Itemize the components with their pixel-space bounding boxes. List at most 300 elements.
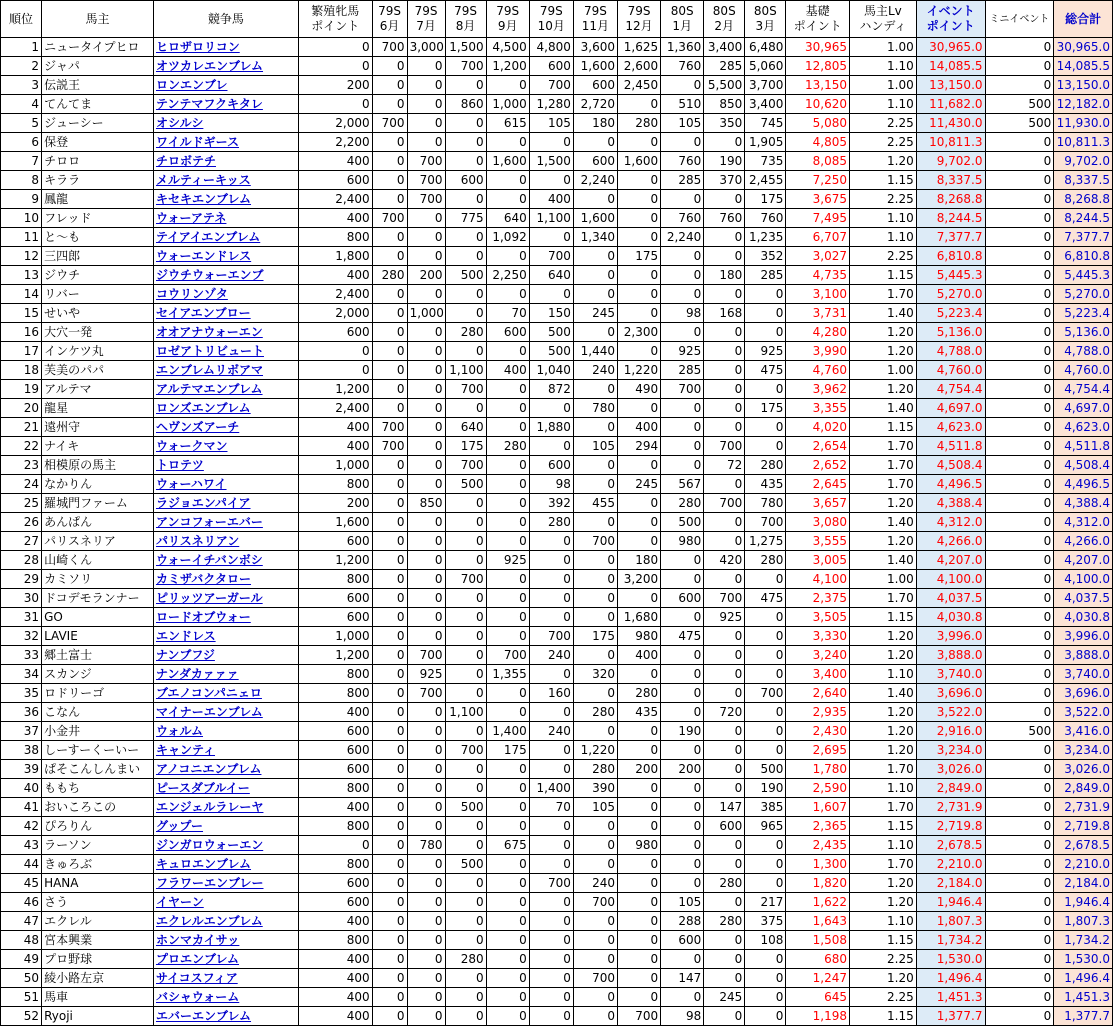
cell-base[interactable]: 4,735 (786, 266, 850, 285)
table-row[interactable] (1, 304, 1113, 323)
cell-owner[interactable]: 馬車 (42, 988, 154, 1007)
cell-m79-08[interactable]: 500 (445, 475, 486, 494)
header-m80-03[interactable] (745, 1, 786, 38)
cell-base[interactable]: 2,645 (786, 475, 850, 494)
cell-rank[interactable]: 47 (1, 912, 42, 931)
cell-handicap[interactable]: 1.20 (850, 532, 917, 551)
cell-m79-10[interactable]: 600 (529, 456, 573, 475)
cell-m80-03[interactable]: 108 (745, 931, 786, 950)
cell-handicap[interactable]: 1.10 (850, 836, 917, 855)
cell-base[interactable]: 3,100 (786, 285, 850, 304)
cell-mini-event[interactable]: 500 (985, 95, 1054, 114)
cell-breeding[interactable]: 1,000 (298, 627, 372, 646)
cell-m80-02[interactable]: 700 (704, 494, 745, 513)
cell-total[interactable]: 4,266.0 (1054, 532, 1113, 551)
cell-m79-10[interactable]: 0 (529, 551, 573, 570)
cell-m79-11[interactable]: 0 (573, 589, 617, 608)
cell-m79-09[interactable]: 0 (486, 969, 529, 988)
cell-m79-06[interactable]: 0 (372, 133, 407, 152)
cell-m79-10[interactable]: 400 (529, 190, 573, 209)
cell-m79-08[interactable]: 0 (445, 722, 486, 741)
cell-m79-12[interactable]: 700 (618, 1007, 661, 1026)
table-row[interactable] (1, 456, 1113, 475)
cell-m79-07[interactable]: 0 (407, 798, 445, 817)
cell-m79-11[interactable]: 0 (573, 988, 617, 1007)
cell-handicap[interactable]: 1.10 (850, 228, 917, 247)
cell-m79-12[interactable]: 0 (618, 95, 661, 114)
cell-m79-09[interactable]: 0 (486, 608, 529, 627)
cell-m79-08[interactable]: 0 (445, 247, 486, 266)
cell-m79-06[interactable]: 0 (372, 836, 407, 855)
cell-total[interactable]: 2,719.8 (1054, 817, 1113, 836)
cell-m80-03[interactable]: 352 (745, 247, 786, 266)
cell-m79-11[interactable]: 700 (573, 969, 617, 988)
cell-rank[interactable]: 24 (1, 475, 42, 494)
cell-total[interactable]: 4,100.0 (1054, 570, 1113, 589)
cell-m80-01[interactable]: 600 (661, 589, 704, 608)
cell-m79-07[interactable]: 0 (407, 361, 445, 380)
cell-handicap[interactable]: 1.20 (850, 627, 917, 646)
cell-m79-06[interactable]: 0 (372, 361, 407, 380)
cell-total[interactable]: 2,210.0 (1054, 855, 1113, 874)
cell-base[interactable]: 4,805 (786, 133, 850, 152)
cell-event[interactable]: 30,965.0 (916, 38, 985, 57)
cell-m79-12[interactable]: 490 (618, 380, 661, 399)
cell-rank[interactable]: 34 (1, 665, 42, 684)
cell-m79-10[interactable]: 0 (529, 912, 573, 931)
cell-m79-06[interactable]: 0 (372, 494, 407, 513)
cell-m79-12[interactable]: 0 (618, 399, 661, 418)
cell-mini-event[interactable]: 0 (985, 342, 1054, 361)
table-row[interactable] (1, 475, 1113, 494)
cell-m79-12[interactable]: 200 (618, 760, 661, 779)
cell-m79-07[interactable]: 0 (407, 532, 445, 551)
cell-m79-06[interactable]: 0 (372, 342, 407, 361)
cell-m79-08[interactable]: 700 (445, 57, 486, 76)
cell-event[interactable]: 4,496.5 (916, 475, 985, 494)
cell-breeding[interactable]: 1,600 (298, 513, 372, 532)
cell-m80-01[interactable]: 98 (661, 304, 704, 323)
cell-m80-03[interactable]: 0 (745, 285, 786, 304)
cell-m79-12[interactable]: 0 (618, 779, 661, 798)
cell-breeding[interactable]: 400 (298, 703, 372, 722)
cell-m79-09[interactable]: 0 (486, 760, 529, 779)
cell-event[interactable]: 5,223.4 (916, 304, 985, 323)
cell-owner[interactable]: GO (42, 608, 154, 627)
cell-base[interactable]: 2,695 (786, 741, 850, 760)
header-m79-06[interactable] (372, 1, 407, 38)
cell-m80-03[interactable]: 0 (745, 437, 786, 456)
cell-m79-06[interactable]: 280 (372, 266, 407, 285)
cell-horse[interactable]: グップー (153, 817, 298, 836)
cell-m79-12[interactable]: 0 (618, 741, 661, 760)
cell-m79-09[interactable]: 0 (486, 190, 529, 209)
cell-m79-11[interactable]: 0 (573, 551, 617, 570)
cell-m80-02[interactable]: 600 (704, 817, 745, 836)
cell-owner[interactable]: 保登 (42, 133, 154, 152)
header-owner[interactable] (42, 1, 154, 38)
cell-breeding[interactable]: 400 (298, 798, 372, 817)
cell-m79-11[interactable]: 0 (573, 684, 617, 703)
cell-m79-06[interactable]: 0 (372, 152, 407, 171)
cell-handicap[interactable]: 1.70 (850, 437, 917, 456)
cell-m79-10[interactable]: 0 (529, 285, 573, 304)
cell-breeding[interactable]: 400 (298, 437, 372, 456)
cell-rank[interactable]: 12 (1, 247, 42, 266)
cell-m79-06[interactable]: 700 (372, 418, 407, 437)
cell-breeding[interactable]: 2,000 (298, 304, 372, 323)
cell-m79-10[interactable]: 0 (529, 399, 573, 418)
cell-m79-09[interactable]: 925 (486, 551, 529, 570)
cell-breeding[interactable]: 1,800 (298, 247, 372, 266)
cell-horse[interactable]: アンコフォーエバー (153, 513, 298, 532)
cell-breeding[interactable]: 600 (298, 171, 372, 190)
cell-base[interactable]: 2,375 (786, 589, 850, 608)
cell-m79-11[interactable]: 0 (573, 418, 617, 437)
cell-breeding[interactable]: 600 (298, 323, 372, 342)
cell-rank[interactable]: 5 (1, 114, 42, 133)
cell-base[interactable]: 1,508 (786, 931, 850, 950)
cell-horse[interactable]: キャンティ (153, 741, 298, 760)
cell-breeding[interactable]: 0 (298, 57, 372, 76)
cell-handicap[interactable]: 1.15 (850, 418, 917, 437)
cell-m79-06[interactable]: 0 (372, 76, 407, 95)
cell-breeding[interactable]: 600 (298, 608, 372, 627)
cell-event[interactable]: 4,037.5 (916, 589, 985, 608)
cell-owner[interactable]: 大穴一発 (42, 323, 154, 342)
cell-m79-07[interactable]: 850 (407, 494, 445, 513)
cell-m79-10[interactable]: 1,040 (529, 361, 573, 380)
cell-horse[interactable]: パリスネリアン (153, 532, 298, 551)
cell-rank[interactable]: 43 (1, 836, 42, 855)
cell-m80-01[interactable]: 0 (661, 418, 704, 437)
cell-m79-11[interactable]: 0 (573, 855, 617, 874)
cell-rank[interactable]: 30 (1, 589, 42, 608)
cell-event[interactable]: 2,731.9 (916, 798, 985, 817)
cell-event[interactable]: 4,760.0 (916, 361, 985, 380)
cell-handicap[interactable]: 1.15 (850, 608, 917, 627)
cell-m80-02[interactable]: 0 (704, 361, 745, 380)
cell-m80-01[interactable]: 280 (661, 494, 704, 513)
table-row[interactable] (1, 266, 1113, 285)
cell-m79-10[interactable]: 0 (529, 836, 573, 855)
cell-m79-12[interactable]: 0 (618, 817, 661, 836)
cell-total[interactable]: 8,337.5 (1054, 171, 1113, 190)
cell-m79-07[interactable]: 0 (407, 285, 445, 304)
cell-mini-event[interactable]: 0 (985, 323, 1054, 342)
cell-m79-10[interactable]: 0 (529, 703, 573, 722)
cell-base[interactable]: 2,590 (786, 779, 850, 798)
cell-m80-03[interactable]: 700 (745, 513, 786, 532)
cell-m80-02[interactable]: 0 (704, 969, 745, 988)
cell-event[interactable]: 11,430.0 (916, 114, 985, 133)
cell-m79-07[interactable]: 0 (407, 399, 445, 418)
cell-m79-12[interactable]: 0 (618, 912, 661, 931)
cell-m79-08[interactable]: 500 (445, 855, 486, 874)
cell-m79-11[interactable]: 240 (573, 361, 617, 380)
cell-owner[interactable]: ロドリーゴ (42, 684, 154, 703)
cell-m80-02[interactable]: 0 (704, 950, 745, 969)
cell-m79-09[interactable]: 1,092 (486, 228, 529, 247)
cell-total[interactable]: 2,678.5 (1054, 836, 1113, 855)
cell-m79-07[interactable]: 0 (407, 380, 445, 399)
cell-m79-06[interactable]: 0 (372, 475, 407, 494)
cell-rank[interactable]: 13 (1, 266, 42, 285)
cell-handicap[interactable]: 2.25 (850, 190, 917, 209)
cell-m80-03[interactable]: 280 (745, 551, 786, 570)
cell-event[interactable]: 3,522.0 (916, 703, 985, 722)
cell-horse[interactable]: ジンガロウォーエン (153, 836, 298, 855)
cell-m79-06[interactable]: 0 (372, 532, 407, 551)
cell-m79-09[interactable]: 0 (486, 494, 529, 513)
cell-m80-02[interactable]: 0 (704, 1007, 745, 1026)
cell-m80-03[interactable]: 0 (745, 836, 786, 855)
cell-m79-11[interactable]: 0 (573, 475, 617, 494)
header-base[interactable] (786, 1, 850, 38)
cell-m80-02[interactable]: 925 (704, 608, 745, 627)
cell-breeding[interactable]: 200 (298, 76, 372, 95)
cell-m80-03[interactable]: 217 (745, 893, 786, 912)
cell-owner[interactable]: アルテマ (42, 380, 154, 399)
cell-base[interactable]: 3,555 (786, 532, 850, 551)
cell-m79-09[interactable]: 1,000 (486, 95, 529, 114)
cell-horse[interactable]: ナンダカァァァ (153, 665, 298, 684)
cell-handicap[interactable]: 2.25 (850, 133, 917, 152)
cell-rank[interactable]: 4 (1, 95, 42, 114)
cell-m79-11[interactable]: 0 (573, 380, 617, 399)
cell-owner[interactable]: LAVIE (42, 627, 154, 646)
table-row[interactable] (1, 513, 1113, 532)
cell-m79-10[interactable]: 4,800 (529, 38, 573, 57)
cell-m79-11[interactable]: 0 (573, 190, 617, 209)
cell-total[interactable]: 3,522.0 (1054, 703, 1113, 722)
cell-m80-01[interactable]: 0 (661, 190, 704, 209)
table-row[interactable] (1, 836, 1113, 855)
cell-owner[interactable]: 山崎くん (42, 551, 154, 570)
cell-breeding[interactable]: 0 (298, 38, 372, 57)
cell-m80-02[interactable]: 0 (704, 418, 745, 437)
cell-m80-03[interactable]: 385 (745, 798, 786, 817)
cell-m79-06[interactable]: 0 (372, 855, 407, 874)
cell-m79-10[interactable]: 500 (529, 323, 573, 342)
cell-mini-event[interactable]: 0 (985, 247, 1054, 266)
cell-event[interactable]: 4,388.4 (916, 494, 985, 513)
cell-total[interactable]: 3,696.0 (1054, 684, 1113, 703)
cell-m79-08[interactable]: 0 (445, 912, 486, 931)
cell-m80-01[interactable]: 0 (661, 988, 704, 1007)
cell-m80-03[interactable]: 0 (745, 608, 786, 627)
cell-base[interactable]: 2,935 (786, 703, 850, 722)
cell-owner[interactable]: プロ野球 (42, 950, 154, 969)
cell-m79-07[interactable]: 0 (407, 627, 445, 646)
cell-total[interactable]: 3,996.0 (1054, 627, 1113, 646)
cell-horse[interactable]: テイアイエンブレム (153, 228, 298, 247)
cell-m79-12[interactable]: 280 (618, 114, 661, 133)
cell-m79-06[interactable]: 0 (372, 779, 407, 798)
cell-handicap[interactable]: 1.70 (850, 760, 917, 779)
cell-m80-03[interactable]: 0 (745, 304, 786, 323)
cell-m79-12[interactable]: 0 (618, 855, 661, 874)
cell-owner[interactable]: 相模原の馬主 (42, 456, 154, 475)
cell-m80-01[interactable]: 0 (661, 817, 704, 836)
cell-total[interactable]: 2,849.0 (1054, 779, 1113, 798)
cell-rank[interactable]: 31 (1, 608, 42, 627)
cell-m79-06[interactable]: 0 (372, 741, 407, 760)
cell-m79-07[interactable]: 0 (407, 76, 445, 95)
header-breeding[interactable] (298, 1, 372, 38)
cell-mini-event[interactable]: 0 (985, 836, 1054, 855)
cell-m79-10[interactable]: 0 (529, 969, 573, 988)
cell-m79-06[interactable]: 0 (372, 589, 407, 608)
cell-m79-12[interactable]: 2,600 (618, 57, 661, 76)
table-row[interactable] (1, 380, 1113, 399)
cell-base[interactable]: 4,100 (786, 570, 850, 589)
cell-mini-event[interactable]: 0 (985, 760, 1054, 779)
table-row[interactable] (1, 627, 1113, 646)
cell-rank[interactable]: 37 (1, 722, 42, 741)
cell-base[interactable]: 1,820 (786, 874, 850, 893)
cell-handicap[interactable]: 1.20 (850, 874, 917, 893)
cell-owner[interactable]: HANA (42, 874, 154, 893)
cell-m79-07[interactable]: 0 (407, 703, 445, 722)
cell-m80-02[interactable]: 0 (704, 380, 745, 399)
cell-event[interactable]: 3,740.0 (916, 665, 985, 684)
cell-owner[interactable]: ジャパ (42, 57, 154, 76)
cell-m79-12[interactable]: 0 (618, 950, 661, 969)
table-row[interactable] (1, 437, 1113, 456)
cell-m80-01[interactable]: 285 (661, 361, 704, 380)
cell-m79-06[interactable]: 0 (372, 665, 407, 684)
cell-breeding[interactable]: 2,400 (298, 190, 372, 209)
header-m79-09[interactable] (486, 1, 529, 38)
cell-m79-06[interactable]: 0 (372, 513, 407, 532)
table-row[interactable] (1, 570, 1113, 589)
cell-horse[interactable]: ワイルドギース (153, 133, 298, 152)
cell-m79-10[interactable]: 0 (529, 570, 573, 589)
cell-m79-09[interactable]: 615 (486, 114, 529, 133)
cell-m79-08[interactable]: 0 (445, 114, 486, 133)
cell-event[interactable]: 4,754.4 (916, 380, 985, 399)
cell-handicap[interactable]: 1.15 (850, 171, 917, 190)
cell-m79-09[interactable]: 0 (486, 912, 529, 931)
cell-horse[interactable]: マイナーエンブレム (153, 703, 298, 722)
cell-m79-07[interactable]: 0 (407, 418, 445, 437)
cell-owner[interactable]: ニュータイプヒロ (42, 38, 154, 57)
cell-breeding[interactable]: 800 (298, 475, 372, 494)
cell-m79-12[interactable]: 2,450 (618, 76, 661, 95)
cell-m80-02[interactable]: 0 (704, 646, 745, 665)
cell-m79-10[interactable]: 0 (529, 665, 573, 684)
cell-event[interactable]: 1,451.3 (916, 988, 985, 1007)
cell-mini-event[interactable]: 0 (985, 817, 1054, 836)
cell-handicap[interactable]: 1.40 (850, 304, 917, 323)
cell-m80-01[interactable]: 0 (661, 646, 704, 665)
cell-m80-02[interactable]: 0 (704, 133, 745, 152)
cell-horse[interactable]: キセキエンブレム (153, 190, 298, 209)
cell-breeding[interactable]: 600 (298, 589, 372, 608)
cell-m79-08[interactable]: 0 (445, 399, 486, 418)
cell-m79-07[interactable]: 3,000 (407, 38, 445, 57)
cell-horse[interactable]: オシルシ (153, 114, 298, 133)
cell-total[interactable]: 4,030.8 (1054, 608, 1113, 627)
cell-mini-event[interactable]: 0 (985, 703, 1054, 722)
cell-owner[interactable]: 綾小路左京 (42, 969, 154, 988)
cell-rank[interactable]: 14 (1, 285, 42, 304)
cell-horse[interactable]: オツカレエンブレム (153, 57, 298, 76)
cell-m80-03[interactable]: 780 (745, 494, 786, 513)
cell-m80-01[interactable]: 0 (661, 779, 704, 798)
cell-m79-11[interactable]: 0 (573, 570, 617, 589)
cell-m79-06[interactable]: 0 (372, 874, 407, 893)
cell-m79-07[interactable]: 700 (407, 190, 445, 209)
cell-breeding[interactable]: 800 (298, 931, 372, 950)
cell-base[interactable]: 7,495 (786, 209, 850, 228)
cell-total[interactable]: 4,760.0 (1054, 361, 1113, 380)
cell-m80-03[interactable]: 175 (745, 399, 786, 418)
cell-rank[interactable]: 15 (1, 304, 42, 323)
cell-handicap[interactable]: 1.40 (850, 684, 917, 703)
cell-m79-08[interactable]: 0 (445, 760, 486, 779)
cell-event[interactable]: 1,377.7 (916, 1007, 985, 1026)
cell-m79-10[interactable]: 0 (529, 228, 573, 247)
cell-base[interactable]: 3,080 (786, 513, 850, 532)
table-row[interactable] (1, 855, 1113, 874)
table-row[interactable] (1, 665, 1113, 684)
cell-total[interactable]: 4,207.0 (1054, 551, 1113, 570)
cell-m80-03[interactable]: 965 (745, 817, 786, 836)
table-row[interactable] (1, 361, 1113, 380)
cell-m79-09[interactable]: 400 (486, 361, 529, 380)
cell-m79-06[interactable]: 700 (372, 114, 407, 133)
table-row[interactable] (1, 494, 1113, 513)
table-row[interactable] (1, 532, 1113, 551)
cell-rank[interactable]: 26 (1, 513, 42, 532)
table-row[interactable] (1, 133, 1113, 152)
cell-horse[interactable]: メルティーキッス (153, 171, 298, 190)
cell-base[interactable]: 3,005 (786, 551, 850, 570)
cell-owner[interactable]: おいころこの (42, 798, 154, 817)
cell-m80-01[interactable]: 760 (661, 209, 704, 228)
cell-m79-11[interactable]: 1,600 (573, 209, 617, 228)
cell-m79-08[interactable]: 0 (445, 684, 486, 703)
cell-m80-01[interactable]: 0 (661, 608, 704, 627)
cell-m79-12[interactable]: 0 (618, 133, 661, 152)
cell-event[interactable]: 1,807.3 (916, 912, 985, 931)
cell-m80-03[interactable]: 6,480 (745, 38, 786, 57)
cell-m79-12[interactable]: 3,200 (618, 570, 661, 589)
cell-event[interactable]: 4,511.8 (916, 437, 985, 456)
cell-m80-01[interactable]: 510 (661, 95, 704, 114)
cell-breeding[interactable]: 600 (298, 893, 372, 912)
cell-breeding[interactable]: 800 (298, 779, 372, 798)
cell-m80-01[interactable]: 0 (661, 798, 704, 817)
cell-m79-09[interactable]: 0 (486, 285, 529, 304)
cell-base[interactable]: 8,085 (786, 152, 850, 171)
cell-m79-10[interactable]: 105 (529, 114, 573, 133)
cell-horse[interactable]: セイアエンブロー (153, 304, 298, 323)
cell-m79-09[interactable]: 1,600 (486, 152, 529, 171)
cell-m79-12[interactable]: 280 (618, 684, 661, 703)
cell-m80-02[interactable]: 245 (704, 988, 745, 1007)
cell-mini-event[interactable]: 0 (985, 380, 1054, 399)
cell-mini-event[interactable]: 0 (985, 57, 1054, 76)
cell-total[interactable]: 4,697.0 (1054, 399, 1113, 418)
cell-rank[interactable]: 46 (1, 893, 42, 912)
cell-handicap[interactable]: 1.10 (850, 779, 917, 798)
cell-horse[interactable]: ロンエンブレ (153, 76, 298, 95)
cell-owner[interactable]: インケツ丸 (42, 342, 154, 361)
cell-total[interactable]: 10,811.3 (1054, 133, 1113, 152)
